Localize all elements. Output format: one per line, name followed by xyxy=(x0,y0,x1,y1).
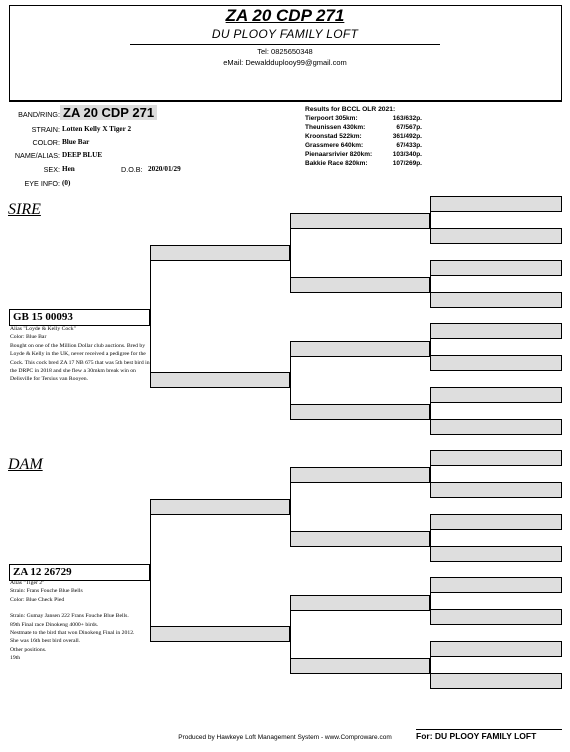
result-race: Tierpoort 305km: xyxy=(305,115,358,122)
dam-connector xyxy=(430,593,431,609)
sire-gen4-box[interactable] xyxy=(430,228,562,244)
result-race: Kroonstad 522km: xyxy=(305,132,362,140)
sire-notes xyxy=(10,325,150,384)
strain-label: STRAIN: xyxy=(31,125,60,134)
result-position: 103/340p. xyxy=(392,150,422,158)
dam-notes xyxy=(10,579,150,663)
telephone: Tel: 0825650348 xyxy=(257,47,313,56)
result-race: Bakkie Race 820km: xyxy=(305,159,368,167)
sire-note: Color: Blue Bar xyxy=(10,334,47,341)
dob-label: D.O.B: xyxy=(121,165,143,174)
dam-connector xyxy=(430,657,431,673)
dam-gen3-box[interactable] xyxy=(290,467,430,483)
sire-gen3-box[interactable] xyxy=(290,213,430,229)
dam-band: ZA 12 26729 xyxy=(13,566,72,578)
color-value: Blue Bar xyxy=(62,138,90,146)
band-label: BAND/RING: xyxy=(18,110,60,119)
dam-connector xyxy=(430,466,431,482)
result-position: 163/632p. xyxy=(392,115,422,122)
sire-gen4-box[interactable] xyxy=(430,260,562,276)
dam-gen3-box[interactable] xyxy=(290,595,430,611)
dam-note: Strain: Gumay Jansen 222 Frans Fouche Blue Bells. xyxy=(10,613,129,620)
dam-gen4-box[interactable] xyxy=(430,514,562,530)
dam-connector xyxy=(430,530,431,546)
result-race: Grassmere 640km: xyxy=(305,141,364,149)
dob-value: 2020/01/29 xyxy=(148,165,181,173)
sire-gen3-box[interactable] xyxy=(290,404,430,420)
dam-connector xyxy=(290,483,291,531)
footer-credit: Produced by Hawkeye Loft Management System - www.Comproware.com xyxy=(178,734,392,741)
dam-gen4-box[interactable] xyxy=(430,482,562,498)
dam-note: 89th Final race Dinokeng 4000+ birds. xyxy=(10,621,99,628)
sire-gen4-box[interactable] xyxy=(430,355,562,371)
dam-gen4-box[interactable] xyxy=(430,450,562,466)
sire-gen3-box[interactable] xyxy=(290,277,430,293)
result-race: Theunissen 430km: xyxy=(305,123,366,131)
sire-gen3-box[interactable] xyxy=(290,341,430,357)
dam-gen4-box[interactable] xyxy=(430,641,562,657)
dam-note-spacer xyxy=(10,604,150,612)
result-position: 107/269p. xyxy=(392,159,422,167)
dam-gen3-box[interactable] xyxy=(290,658,430,674)
sex-value: Hen xyxy=(62,165,75,173)
result-position: 67/433p. xyxy=(396,141,422,149)
color-label: COLOR: xyxy=(32,138,60,147)
dam-label: DAM xyxy=(8,456,43,473)
dam-main-connector xyxy=(150,515,151,581)
eye-value: (0) xyxy=(62,179,71,187)
title-divider xyxy=(130,44,440,45)
sex-label: SEX: xyxy=(43,165,60,174)
eye-label: EYE INFO: xyxy=(24,179,60,188)
dam-gen2-box[interactable] xyxy=(150,499,290,515)
dam-note: Color: Blue Check Pied xyxy=(10,596,65,603)
sire-main-connector xyxy=(150,261,151,326)
result-position: 67/567p. xyxy=(396,123,422,131)
sire-gen4-box[interactable] xyxy=(430,387,562,403)
sire-band: GB 15 00093 xyxy=(13,311,73,323)
results-title: Results for BCCL OLR 2021: xyxy=(305,106,396,113)
sire-connector xyxy=(290,356,291,404)
dam-gen4-box[interactable] xyxy=(430,577,562,593)
strain-value: Lotten Kelly X Tiger 2 xyxy=(62,125,132,133)
sire-gen2-box[interactable] xyxy=(150,372,290,388)
sire-connector xyxy=(430,339,431,355)
sire-connector xyxy=(430,403,431,419)
result-position: 361/492p. xyxy=(392,132,422,140)
dam-gen4-box[interactable] xyxy=(430,673,562,689)
sire-connector xyxy=(430,276,431,292)
dam-note: She was 16th best bird overall. xyxy=(10,638,81,645)
alias-value: DEEP BLUE xyxy=(62,151,103,159)
dam-note: Alias "Tiger 2" xyxy=(10,580,45,586)
footer-divider xyxy=(416,729,562,730)
dam-note: Strain: Frans Fouche Blue Bells xyxy=(10,588,83,595)
loft-name: DU PLOOY FAMILY LOFT xyxy=(211,27,359,41)
dam-note: Other positions. xyxy=(10,646,47,653)
sire-connector xyxy=(290,229,291,277)
sire-connector xyxy=(430,212,431,228)
sire-gen4-box[interactable] xyxy=(430,419,562,435)
band-value: ZA 20 CDP 271 xyxy=(60,105,157,120)
footer-for-loft: For: DU PLOOY FAMILY LOFT xyxy=(416,731,537,741)
dam-connector xyxy=(290,610,291,658)
sire-gen4-box[interactable] xyxy=(430,196,562,212)
result-race: Pienaarsrivier 820km: xyxy=(305,150,373,158)
sire-gen2-box[interactable] xyxy=(150,245,290,261)
dam-gen3-box[interactable] xyxy=(290,531,430,547)
dam-gen2-box[interactable] xyxy=(150,626,290,642)
email: eMail: Dewaldduplooy99@gmail.com xyxy=(223,58,347,67)
dam-gen4-box[interactable] xyxy=(430,546,562,562)
sire-band-box[interactable] xyxy=(9,309,150,326)
dam-note: 19th xyxy=(10,655,21,662)
sire-note: Bought on one of the Million Dollar club auctions. Bred by Loyde & Kelly in the UK, never received a pedigree for the Cock. This cock bred ZA 17 NB 675 that was 5th best bird in the DRPC in 2018 and she flew a 30mkm break win on Delisville for Tersius van Rooyen. xyxy=(10,342,150,383)
alias-label: NAME/ALIAS: xyxy=(14,151,60,160)
sire-note: Alias "Loyde & Kelly Cock" xyxy=(10,326,76,332)
sire-gen4-box[interactable] xyxy=(430,292,562,308)
sire-gen4-box[interactable] xyxy=(430,323,562,339)
dam-note: Nestmate to the bird that won Dinokeng Final in 2012. xyxy=(10,630,135,637)
info-divider xyxy=(9,101,562,102)
page-title: ZA 20 CDP 271 xyxy=(225,6,345,25)
dam-gen4-box[interactable] xyxy=(430,609,562,625)
sire-label: SIRE xyxy=(8,201,41,218)
